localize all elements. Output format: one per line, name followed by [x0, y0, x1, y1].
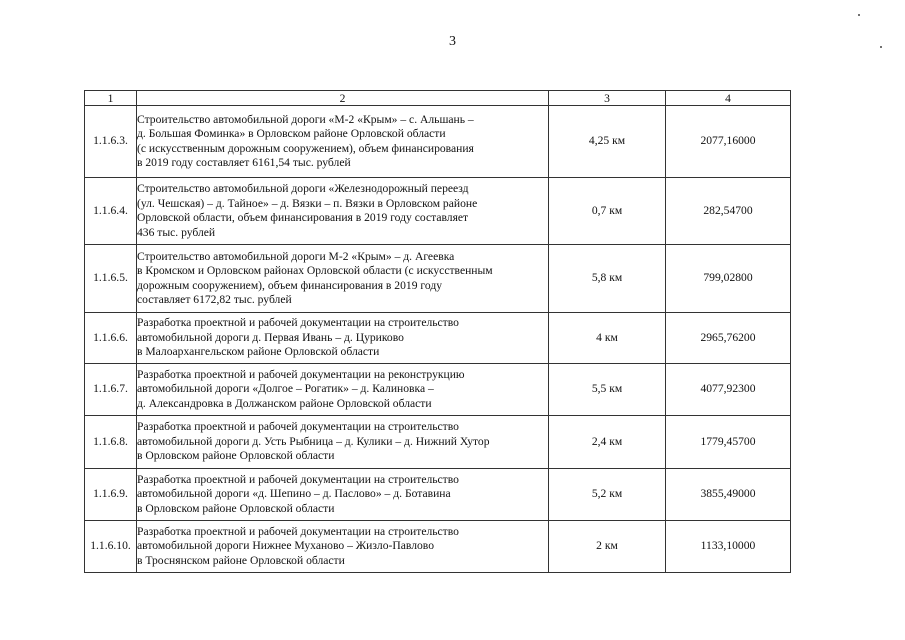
row-amount: 1133,10000 [666, 521, 791, 573]
header-col-2: 2 [137, 91, 549, 106]
scan-speck [858, 14, 860, 16]
row-description [137, 416, 549, 469]
row-number: 1.1.6.4. [85, 178, 137, 245]
header-col-3: 3 [549, 91, 666, 106]
row-amount: 3855,49000 [666, 469, 791, 521]
financing-table [84, 90, 791, 573]
header-col-4: 4 [666, 91, 791, 106]
row-number: 1.1.6.7. [85, 364, 137, 416]
row-length: 0,7 км [549, 178, 666, 245]
scan-speck [880, 46, 882, 48]
row-description [137, 313, 549, 364]
description-line: Строительство автомобильной дороги «М-2 «Крым» – с. Альшань – [137, 112, 474, 126]
description-line: (ул. Чешская) – д. Тайное» – д. Вязки – п. Вязки в Орловском районе [137, 196, 478, 210]
description-line: Разработка проектной и рабочей документации на строительство [137, 420, 459, 434]
description-line: Строительство автомобильной дороги «Железнодорожный переезд [137, 182, 469, 195]
row-description [137, 469, 549, 521]
table-row [85, 364, 791, 416]
row-amount: 1779,45700 [666, 416, 791, 469]
description-line: в Кромском и Орловском районах Орловской области (с искусственным [137, 264, 493, 277]
row-number: 1.1.6.5. [85, 245, 137, 313]
table-row [85, 106, 791, 178]
description-line: в 2019 году составляет 6161,54 тыс. рублей [137, 156, 351, 169]
description-line: в Малоархангельском районе Орловской области [137, 345, 380, 359]
row-number: 1.1.6.6. [85, 313, 137, 364]
row-description [137, 106, 549, 178]
header-col-1: 1 [85, 91, 137, 106]
row-length: 5,5 км [549, 364, 666, 416]
row-length: 5,8 км [549, 245, 666, 313]
description-line: Строительство автомобильной дороги М-2 «Крым» – д. Агеевка [137, 249, 455, 263]
description-line: дорожным сооружением), объем финансирования в 2019 году [137, 278, 443, 292]
table-row [85, 245, 791, 313]
description-line: автомобильной дороги д. Усть Рыбница – д. Кулики – д. Нижний Хутор [137, 434, 490, 448]
row-length: 4,25 км [549, 106, 666, 178]
row-length: 5,2 км [549, 469, 666, 521]
row-amount: 4077,92300 [666, 364, 791, 416]
row-length: 2 км [549, 521, 666, 573]
row-description [137, 245, 549, 313]
description-line: составляет 6172,82 тыс. рублей [137, 293, 292, 306]
description-line: в Орловском районе Орловской области [137, 501, 335, 515]
table-row [85, 416, 791, 469]
table-row [85, 469, 791, 521]
description-line: автомобильной дороги «Долгое – Рогатик» – д. Калиновка – [137, 382, 434, 396]
header-row [85, 91, 791, 106]
description-line: автомобильной дороги Нижнее Муханово – Жизло-Павлово [137, 539, 434, 553]
row-length: 4 км [549, 313, 666, 364]
description-line: (с искусственным дорожным сооружением), объем финансирования [137, 141, 474, 155]
row-number: 1.1.6.9. [85, 469, 137, 521]
table-row [85, 313, 791, 364]
description-line: д. Александровка в Должанском районе Орловской области [137, 396, 432, 410]
row-number: 1.1.6.3. [85, 106, 137, 178]
description-line: Орловской области, объем финансирования в 2019 году составляет [137, 211, 469, 224]
row-number: 1.1.6.8. [85, 416, 137, 469]
description-line: автомобильной дороги д. Первая Ивань – д. Цуриково [137, 330, 404, 344]
description-line: в Троснянском районе Орловской области [137, 553, 345, 567]
row-length: 2,4 км [549, 416, 666, 469]
row-amount: 2077,16000 [666, 106, 791, 178]
row-number: 1.1.6.10. [85, 521, 137, 573]
description-line: Разработка проектной и рабочей документации на строительство [137, 524, 459, 538]
row-amount: 799,02800 [666, 245, 791, 313]
description-line: в Орловском районе Орловской области [137, 449, 335, 463]
description-line: 436 тыс. рублей [137, 225, 216, 239]
description-line: Разработка проектной и рабочей документации на строительство [137, 472, 459, 486]
row-amount: 2965,76200 [666, 313, 791, 364]
row-description [137, 521, 549, 573]
table-row [85, 178, 791, 245]
description-line: Разработка проектной и рабочей документации на строительство [137, 316, 459, 330]
row-description [137, 364, 549, 416]
description-line: Разработка проектной и рабочей документации на реконструкцию [137, 367, 465, 381]
table-row [85, 521, 791, 573]
page-number: 3 [449, 34, 456, 49]
row-amount: 282,54700 [666, 178, 791, 245]
description-line: д. Большая Фоминка» в Орловском районе Орловской области [137, 127, 446, 140]
description-line: автомобильной дороги «д. Шепино – д. Паслово» – д. Ботавина [137, 487, 451, 501]
row-description [137, 178, 549, 245]
